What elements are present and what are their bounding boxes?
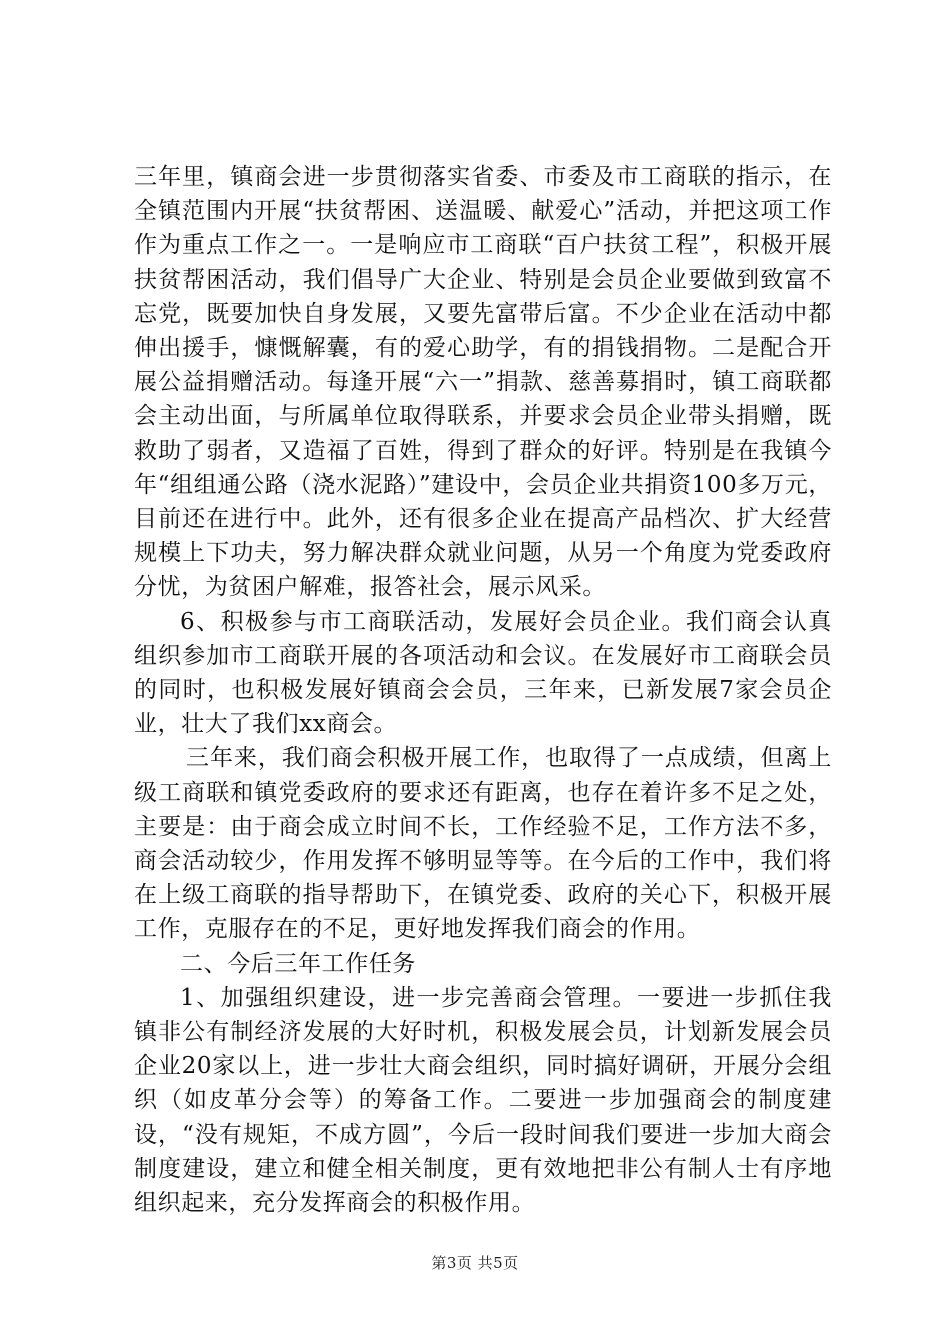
paragraph-poverty-relief: 三年里，镇商会进一步贯彻落实省委、市委及市工商联的指示，在全镇范围内开展“扶贫帮困、送温暖、献爱心”活动，并把这项工作作为重点工作之一。一是响应市工商联“百户扶贫工程”，积极开展扶贫帮困活动，我们倡导广大企业、特别是会员企业要做到致富不忘党，既要加快自身发展，又要先富带后富。不少企业在活动中都伸出援手，慷慨解囊，有的爱心助学，有的捐钱捐物。二是配合开展公益捐赠活动。每逢开展“六一”捐款、慈善募捐时，镇工商联都会主动出面，与所属单位取得联系，并要求会员企业带头捐赠，既救助了弱者，又造福了百姓，得到了群众的好评。特别是在我镇今年“组组通公路（浇水泥路）”建设中，会员企业共捐资100多万元，目前还在进行中。此外，还有很多企业在提高产品档次、扩大经营规模上下功夫，努力解决群众就业问题，从另一个角度为党委政府分忧，为贫困户解难，报答社会，展示风采。: [134, 164, 832, 601]
paragraph-member-development: 6、积极参与市工商联活动，发展好会员企业。我们商会认真组织参加市工商联开展的各项活动和会议。在发展好市工商联会员的同时，也积极发展好镇商会会员，三年来，已新发展7家会员企业，壮大了我们xx商会。: [134, 608, 832, 738]
document-body: [134, 160, 832, 1220]
section-heading-future-tasks: 二、今后三年工作任务: [180, 950, 416, 977]
page-number-footer: 第3页 共5页: [431, 1254, 519, 1272]
paragraph-shortcomings: 三年来，我们商会积极开展工作，也取得了一点成绩，但离上级工商联和镇党委政府的要求还有距离，也存在着许多不足之处，主要是：由于商会成立时间不长，工作经验不足，工作方法不多，商会活动较少，作用发挥不够明显等等。在今后的工作中，我们将在上级工商联的指导帮助下，在镇党委、政府的关心下，积极开展工作，克服存在的不足，更好地发挥我们商会的作用。: [134, 745, 832, 943]
paragraph-organization-building: 1、加强组织建设，进一步完善商会管理。一要进一步抓住我镇非公有制经济发展的大好时机，积极发展会员，计划新发展会员企业20家以上，进一步壮大商会组织，同时搞好调研，开展分会组织（如皮革分会等）的筹备工作。二要进一步加强商会的制度建设，“没有规矩，不成方圆”，今后一段时间我们要进一步加大商会制度建设，建立和健全相关制度，更有效地把非公有制人士有序地组织起来，充分发挥商会的积极作用。: [134, 984, 832, 1217]
